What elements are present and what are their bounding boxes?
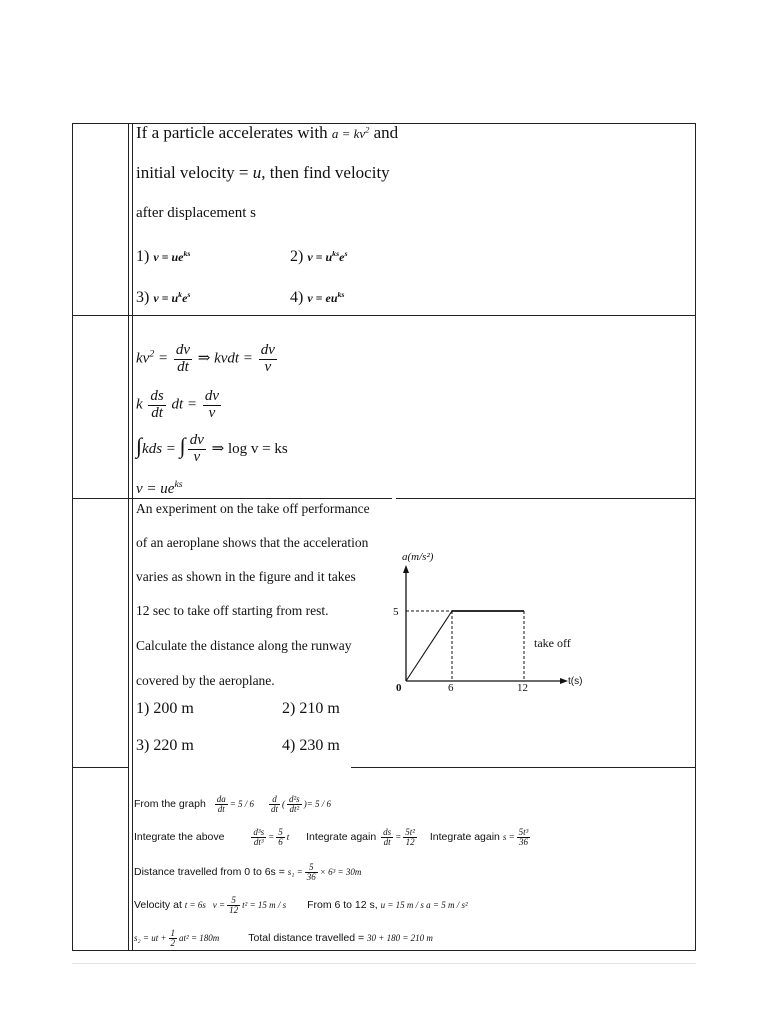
q2-option-3: 3) 220 m bbox=[136, 737, 194, 754]
s2-r2-eq2: = bbox=[395, 832, 402, 842]
s2-r2-frac3-den: dt bbox=[383, 837, 391, 848]
s2-r2-frac4-num: 5t² bbox=[405, 827, 415, 837]
q1-line1-math-exp: 2 bbox=[365, 124, 370, 135]
s1-l1-a: kv bbox=[136, 350, 150, 367]
s2-row-4 bbox=[134, 896, 468, 916]
s1-l1-frac2 bbox=[259, 343, 277, 376]
s2-r1-val: = 5 / 6 bbox=[229, 799, 255, 809]
q1-option-4-base: v = eu bbox=[307, 291, 338, 305]
s2-r2-frac5 bbox=[517, 828, 531, 848]
origin-label: 0 bbox=[396, 682, 402, 693]
s2-r2-frac3 bbox=[381, 828, 393, 848]
s1-l1-frac-den: dt bbox=[177, 358, 189, 375]
s2-r2-frac2-den: 6 bbox=[278, 837, 283, 848]
s2-r1-frac bbox=[215, 795, 228, 815]
s2-r2-math3 bbox=[502, 827, 533, 848]
s2-row-3 bbox=[134, 863, 361, 883]
q1-option-2-base2: e bbox=[339, 250, 345, 264]
question-table bbox=[72, 123, 696, 951]
x-axis-label: t(s) bbox=[568, 676, 583, 687]
s2-r4-frac bbox=[227, 896, 240, 916]
s1-l1-a-exp: 2 bbox=[149, 348, 155, 360]
table-border-left bbox=[72, 123, 73, 951]
s2-r1-frac-num: da bbox=[216, 794, 226, 804]
q1-option-3 bbox=[136, 289, 190, 307]
s1-l3-a: kds = bbox=[142, 441, 176, 457]
table-border-bottom bbox=[72, 950, 696, 951]
s1-line-4 bbox=[136, 479, 183, 498]
s2-r2-frac3-num: ds bbox=[383, 827, 392, 837]
x-tick-12: 12 bbox=[517, 682, 528, 693]
s1-l1-eq: = bbox=[157, 350, 169, 367]
q1-line1-post: and bbox=[373, 123, 399, 142]
s2-r2-frac1 bbox=[251, 828, 266, 848]
s1-line-2 bbox=[136, 389, 223, 422]
table-border-right bbox=[695, 123, 696, 951]
s1-l3-integral: ∫ bbox=[136, 433, 143, 458]
s2-r2-frac4 bbox=[403, 828, 417, 848]
s2-r3-frac bbox=[305, 863, 318, 883]
y-tick-5: 5 bbox=[393, 606, 399, 618]
s1-l1-b: kvdt = bbox=[214, 350, 253, 367]
s1-l4-exp: ks bbox=[174, 479, 183, 490]
s2-r2-math2 bbox=[379, 827, 419, 848]
s1-l2-frac2 bbox=[203, 389, 221, 422]
q1-option-1-exp: ks bbox=[183, 249, 191, 258]
s2-r1-frac3-den: dt² bbox=[289, 804, 300, 815]
s2-r2-frac2-num: 5 bbox=[278, 827, 283, 837]
q1-option-2-exp2: s bbox=[344, 249, 348, 258]
s2-r2-t: t bbox=[286, 832, 290, 842]
q1-line2-math: u bbox=[252, 163, 262, 182]
q2-option-2: 2) 210 m bbox=[282, 700, 340, 717]
s2-r4-v: v = bbox=[212, 900, 226, 910]
x-axis-arrow-icon bbox=[560, 678, 568, 684]
q2-line-5: Calculate the distance along the runway bbox=[136, 638, 352, 653]
s2-r1-frac2-num: d bbox=[269, 795, 280, 805]
s2-r1-frac2-den: dt bbox=[270, 804, 278, 815]
q1-option-2 bbox=[290, 248, 347, 266]
s1-l3-integral2: ∫ bbox=[179, 433, 186, 458]
s1-l2-frac-den: dt bbox=[151, 404, 163, 421]
s2-r3-s: s₁ = bbox=[287, 867, 303, 877]
q1-option-3-math bbox=[153, 291, 190, 305]
ramp-line bbox=[406, 611, 452, 681]
s1-line-1 bbox=[136, 343, 279, 376]
s2-r3-text: Distance travelled from 0 to 6s = bbox=[134, 866, 285, 878]
q1-option-4-math bbox=[307, 291, 344, 305]
s2-r4-text2: From 6 to 12 s, bbox=[307, 899, 378, 911]
q1-option-1-math bbox=[153, 250, 190, 264]
s2-r2-frac2 bbox=[276, 828, 285, 848]
s2-r2-frac1-den: dt³ bbox=[253, 837, 264, 848]
s1-l2-frac2-den: v bbox=[208, 404, 216, 421]
row-divider-1 bbox=[72, 315, 696, 316]
s2-r3-math bbox=[287, 862, 362, 883]
x-tick-6: 6 bbox=[448, 682, 454, 693]
page-footer-rule bbox=[72, 963, 696, 964]
s2-r4-frac-num: 5 bbox=[227, 896, 240, 906]
s2-r1-frac-den: dt bbox=[217, 804, 225, 815]
q1-option-1-base: v = ue bbox=[153, 250, 184, 264]
s1-line-3 bbox=[136, 433, 288, 466]
s1-l3-frac-den: v bbox=[193, 449, 201, 466]
q1-option-1 bbox=[136, 248, 190, 266]
s2-r5-text: Total distance travelled = bbox=[248, 932, 365, 944]
q2-option-1: 1) 200 m bbox=[136, 700, 194, 717]
s2-r5-s2: s₂ = ut + bbox=[134, 933, 167, 943]
s1-l3-frac bbox=[188, 433, 206, 466]
s2-r4-math2 bbox=[212, 895, 287, 916]
row-divider-3b bbox=[351, 767, 696, 768]
q1-line1-math bbox=[332, 126, 370, 141]
q1-option-4-number: 4) bbox=[290, 289, 304, 306]
q1-line-1 bbox=[136, 123, 398, 143]
s1-l1-frac bbox=[174, 343, 192, 376]
q2-line-1: An experiment on the take off performance bbox=[136, 501, 370, 516]
s2-r1-frac3 bbox=[287, 795, 302, 815]
q1-option-2-math bbox=[307, 250, 347, 264]
s2-r4-frac-den: 12 bbox=[229, 905, 239, 916]
s2-row-5 bbox=[134, 929, 433, 949]
s2-r4-val: t² = 15 m / s bbox=[242, 900, 287, 910]
s2-r2-eq1: = bbox=[268, 832, 275, 842]
s2-r2-s: s = bbox=[502, 832, 515, 842]
q2-line-2: of an aeroplane shows that the acceleration bbox=[136, 535, 369, 550]
s2-r5-val: at² = 180m bbox=[179, 933, 220, 943]
q1-line1-math-base: a = kv bbox=[331, 126, 366, 141]
s2-r4-math1: t = 6s bbox=[184, 900, 206, 910]
q1-option-3-exp1: k bbox=[178, 290, 183, 299]
s2-r1-math1 bbox=[213, 794, 255, 815]
q1-option-4-exp: ks bbox=[337, 290, 345, 299]
s2-r3-frac-num: 5 bbox=[305, 863, 318, 873]
q1-line1-text: If a particle accelerates with bbox=[136, 123, 328, 142]
s1-l2-frac-num: ds bbox=[150, 388, 164, 404]
s2-r4-text: Velocity at bbox=[134, 899, 182, 911]
s2-r2-text3: Integrate again bbox=[429, 831, 500, 843]
q1-line-3: after displacement s bbox=[136, 205, 256, 221]
s2-row-2 bbox=[134, 828, 532, 848]
s2-r2-frac5-num: 5t³ bbox=[518, 827, 529, 837]
acceleration-time-graph bbox=[390, 543, 590, 693]
s1-l1-frac-num: dv bbox=[175, 342, 190, 358]
s2-r5-math1 bbox=[134, 928, 220, 949]
q1-option-1-number: 1) bbox=[136, 248, 150, 265]
q1-option-3-base2: e bbox=[182, 291, 188, 305]
q1-option-3-base: v = u bbox=[153, 291, 179, 305]
s2-r1-val2: = 5 / 6 bbox=[306, 799, 332, 809]
q2-option-4: 4) 230 m bbox=[282, 737, 340, 754]
s2-r5-math2: 30 + 180 = 210 m bbox=[367, 933, 433, 943]
s1-l2-mid: dt = bbox=[171, 396, 198, 413]
s2-r2-frac5-den: 36 bbox=[519, 837, 528, 848]
s2-row-1 bbox=[134, 795, 331, 815]
s2-r2-text: Integrate the above bbox=[134, 831, 225, 843]
q1-line2-post: , then find velocity bbox=[261, 163, 390, 182]
column-divider bbox=[128, 123, 129, 951]
s2-r1-text: From the graph bbox=[134, 798, 206, 810]
s2-r1-frac2 bbox=[269, 795, 280, 815]
q1-line-2 bbox=[136, 163, 390, 183]
s2-r3-frac-den: 36 bbox=[306, 872, 316, 883]
s1-l3-b: log v = ks bbox=[227, 441, 288, 457]
s1-l2-k: k bbox=[136, 396, 143, 413]
s2-r2-frac1-num: d³s bbox=[253, 827, 265, 837]
q2-line-6: covered by the aeroplane. bbox=[136, 673, 275, 688]
q1-option-2-exp1: ks bbox=[332, 249, 340, 258]
s2-r4-math3: u = 15 m / s a = 5 m / s² bbox=[380, 900, 468, 910]
row-divider-2a bbox=[72, 498, 392, 499]
q1-option-3-exp2: s bbox=[187, 290, 191, 299]
q2-line-3: varies as shown in the figure and it takes bbox=[136, 569, 356, 584]
q1-option-4 bbox=[290, 289, 344, 307]
s1-l2-frac2-num: dv bbox=[204, 388, 219, 404]
q2-line-4: 12 sec to take off starting from rest. bbox=[136, 603, 329, 618]
column-divider-2 bbox=[132, 123, 133, 951]
s2-r2-math1 bbox=[249, 827, 290, 848]
s1-l3-arrow: ⇒ bbox=[211, 441, 225, 457]
s2-r5-frac-den: 2 bbox=[170, 938, 176, 949]
s2-r1-frac3-num: d²s bbox=[288, 794, 300, 804]
s1-l3-frac-num: dv bbox=[189, 432, 204, 449]
row-divider-3a bbox=[72, 767, 128, 768]
y-axis-arrow-icon bbox=[403, 565, 409, 573]
y-axis-label: a(m/s²) bbox=[402, 551, 434, 563]
s1-l1-frac2-den: v bbox=[264, 358, 272, 375]
s1-l2-frac bbox=[148, 389, 165, 422]
s2-r3-val: × 6³ = 30m bbox=[319, 867, 362, 877]
s1-l1-frac2-num: dv bbox=[260, 342, 275, 358]
s1-l4-text: v = ue bbox=[136, 481, 175, 497]
s2-r1-math2: $\frac{d}{dt}$ ( $\frac{\text{d²s}}{\text{dt²}}$ )= 5 / 6 bbox=[270, 794, 332, 815]
s2-r5-frac bbox=[169, 929, 178, 949]
s2-r2-text2: Integrate again bbox=[306, 831, 377, 843]
q1-option-3-number: 3) bbox=[136, 289, 150, 306]
take-off-annotation: take off bbox=[534, 636, 571, 650]
s2-r5-frac-num: 1 bbox=[170, 928, 176, 938]
q1-line2-text: initial velocity = bbox=[136, 163, 249, 182]
row-divider-2b bbox=[396, 498, 696, 499]
q1-option-2-number: 2) bbox=[290, 248, 304, 265]
s2-r2-frac4-den: 12 bbox=[405, 837, 415, 848]
s1-l1-arrow: ⇒ bbox=[197, 350, 211, 367]
q1-option-2-base: v = u bbox=[307, 250, 333, 264]
